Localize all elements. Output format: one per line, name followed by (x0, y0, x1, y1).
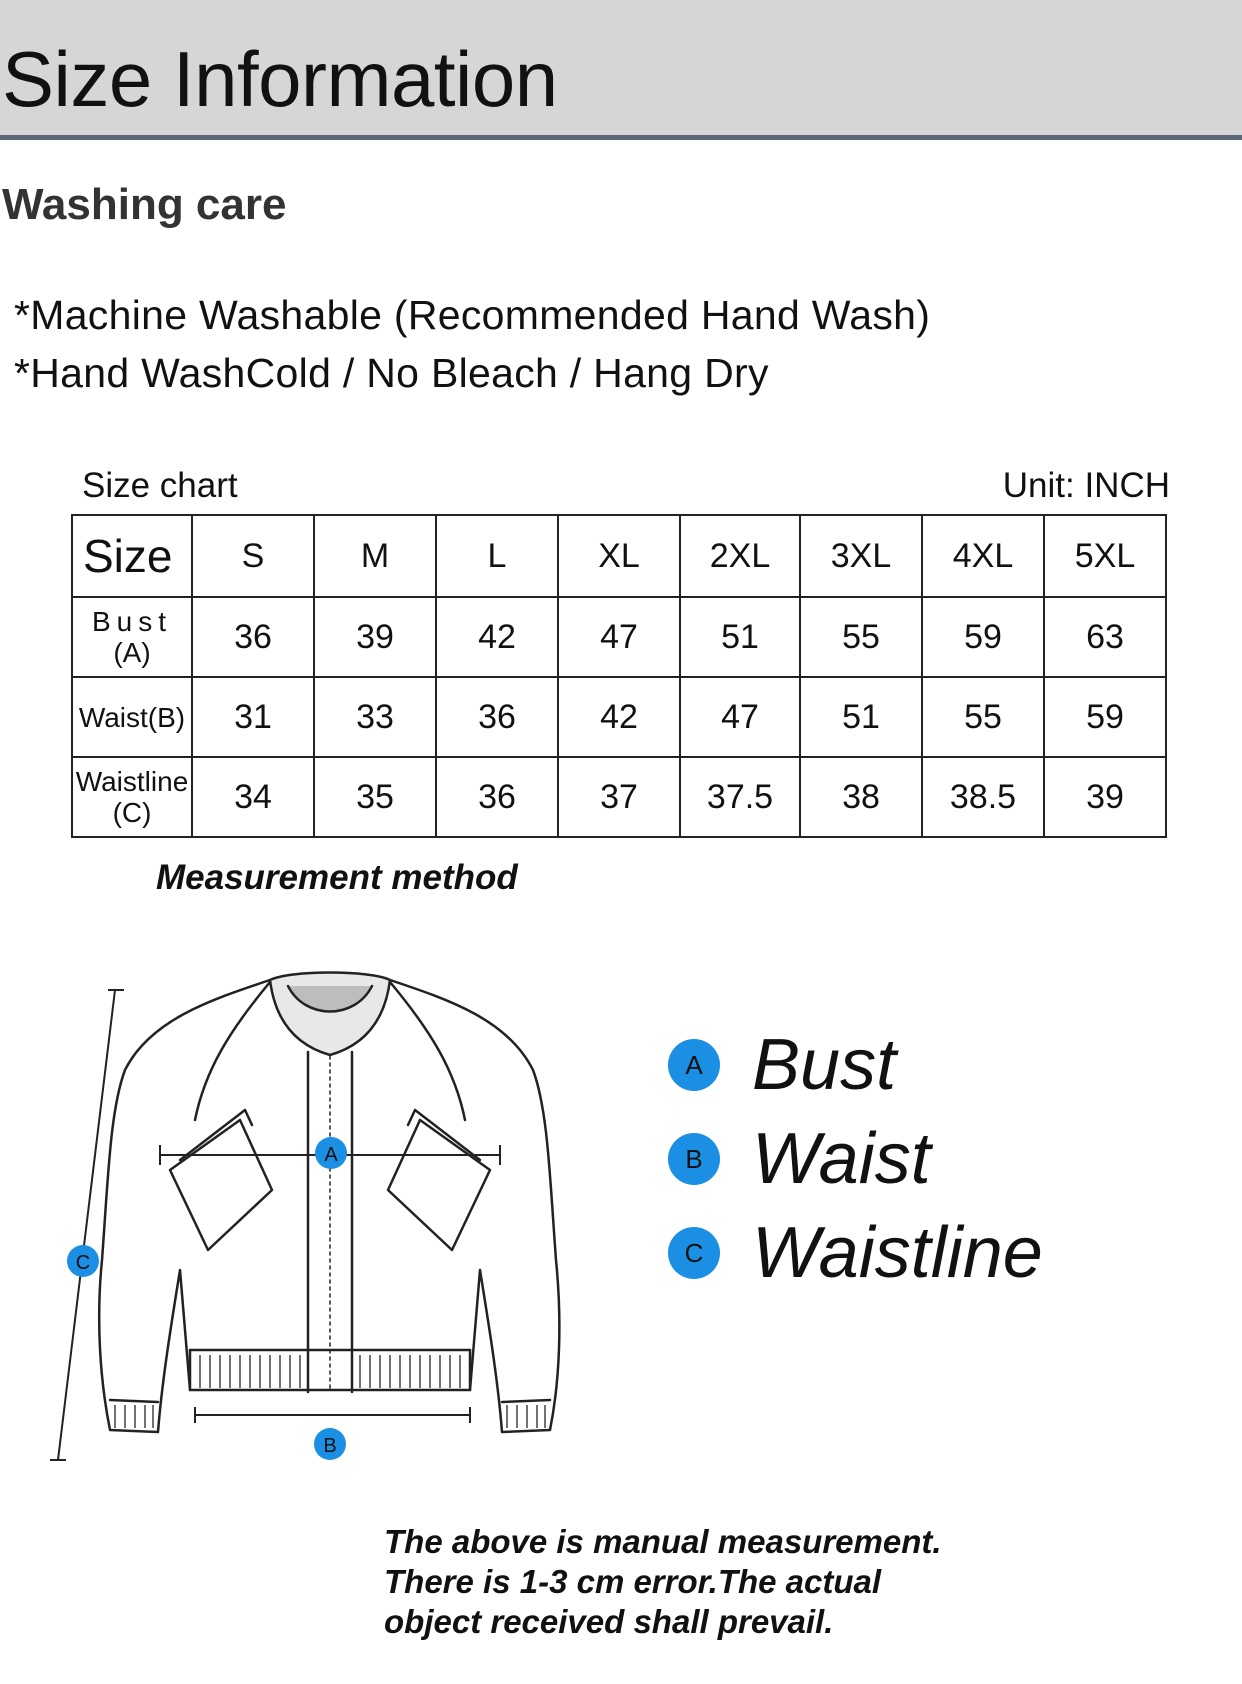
legend-badge: C (668, 1227, 720, 1279)
cuff-left (110, 1400, 158, 1402)
row-label-waistline (72, 757, 192, 837)
table-cell: 35 (314, 757, 436, 837)
table-cell: 42 (436, 597, 558, 677)
table-cell: 59 (922, 597, 1044, 677)
marker-b (314, 1428, 346, 1460)
cuff-right (502, 1400, 550, 1402)
size-cell: 3XL (800, 515, 922, 597)
marker-c-label: C (75, 1252, 91, 1274)
size-cell: 5XL (1044, 515, 1166, 597)
size-cell: 2XL (680, 515, 800, 597)
legend-text: Waist (752, 1119, 931, 1199)
length-line (50, 990, 124, 1460)
pocket-right (388, 1120, 490, 1250)
table-cell: 38 (800, 757, 922, 837)
row-label-sub: (C) (112, 797, 152, 828)
table-cell: 34 (192, 757, 314, 837)
marker-c (67, 1245, 99, 1277)
table-cell: 38.5 (922, 757, 1044, 837)
section-title: Washing care (2, 180, 287, 229)
table-cell: 55 (800, 597, 922, 677)
marker-a-label: A (324, 1144, 338, 1166)
legend-text: Waistline (752, 1213, 1043, 1293)
table-cell: 63 (1044, 597, 1166, 677)
table-cell: 47 (558, 597, 680, 677)
table-cell: 39 (314, 597, 436, 677)
page-header (0, 0, 1242, 140)
jacket-placket (308, 1052, 352, 1392)
size-table (71, 514, 1167, 838)
legend-text: Bust (752, 1025, 897, 1105)
care-line-2: *Hand WashCold / No Bleach / Hang Dry (14, 350, 769, 396)
legend-badge: B (668, 1133, 720, 1185)
size-cell: XL (558, 515, 680, 597)
table-cell: 36 (192, 597, 314, 677)
unit-label: Unit: INCH (1002, 466, 1170, 505)
note-line-2: There is 1-3 cm error.The actual (384, 1563, 882, 1600)
table-cell: 31 (192, 677, 314, 757)
table-row (72, 597, 1166, 677)
note-line-1: The above is manual measurement. (384, 1523, 942, 1560)
row-label-text: Bust (91, 606, 173, 637)
row-label-bust (72, 597, 192, 677)
page-title: Size Information (2, 35, 558, 123)
size-chart-label: Size chart (82, 466, 238, 505)
size-cell: 4XL (922, 515, 1044, 597)
measurement-note (384, 1522, 942, 1642)
legend-item-waist (668, 1119, 1088, 1199)
table-row (72, 757, 1166, 837)
table-cell: 51 (800, 677, 922, 757)
legend-item-waistline (668, 1213, 1088, 1293)
legend-item-bust (668, 1025, 1088, 1105)
jacket-diagram (40, 960, 600, 1500)
table-cell: 59 (1044, 677, 1166, 757)
row-label-text: Waist(B) (78, 701, 186, 733)
table-cell: 36 (436, 677, 558, 757)
legend-badge: A (668, 1039, 720, 1091)
waist-line (195, 1407, 470, 1423)
size-header-cell: Size (72, 515, 192, 597)
row-label-text: Waistline (75, 766, 189, 797)
marker-b-label: B (323, 1435, 337, 1457)
size-cell: S (192, 515, 314, 597)
marker-a (315, 1137, 347, 1169)
table-cell: 37.5 (680, 757, 800, 837)
size-cell: M (314, 515, 436, 597)
row-label-sub: (A) (113, 637, 151, 668)
table-cell: 42 (558, 677, 680, 757)
table-cell: 47 (680, 677, 800, 757)
pocket-left (170, 1120, 272, 1250)
table-cell: 37 (558, 757, 680, 837)
size-cell: L (436, 515, 558, 597)
table-cell: 51 (680, 597, 800, 677)
table-cell: 39 (1044, 757, 1166, 837)
table-cell: 36 (436, 757, 558, 837)
note-line-3: object received shall prevail. (384, 1603, 834, 1640)
row-label-waist (72, 677, 192, 757)
table-cell: 55 (922, 677, 1044, 757)
table-row (72, 677, 1166, 757)
table-header-row (72, 515, 1166, 597)
care-line-1: *Machine Washable (Recommended Hand Wash) (14, 292, 931, 338)
table-cell: 33 (314, 677, 436, 757)
care-instructions (14, 286, 930, 402)
measurement-method-title: Measurement method (156, 858, 518, 897)
